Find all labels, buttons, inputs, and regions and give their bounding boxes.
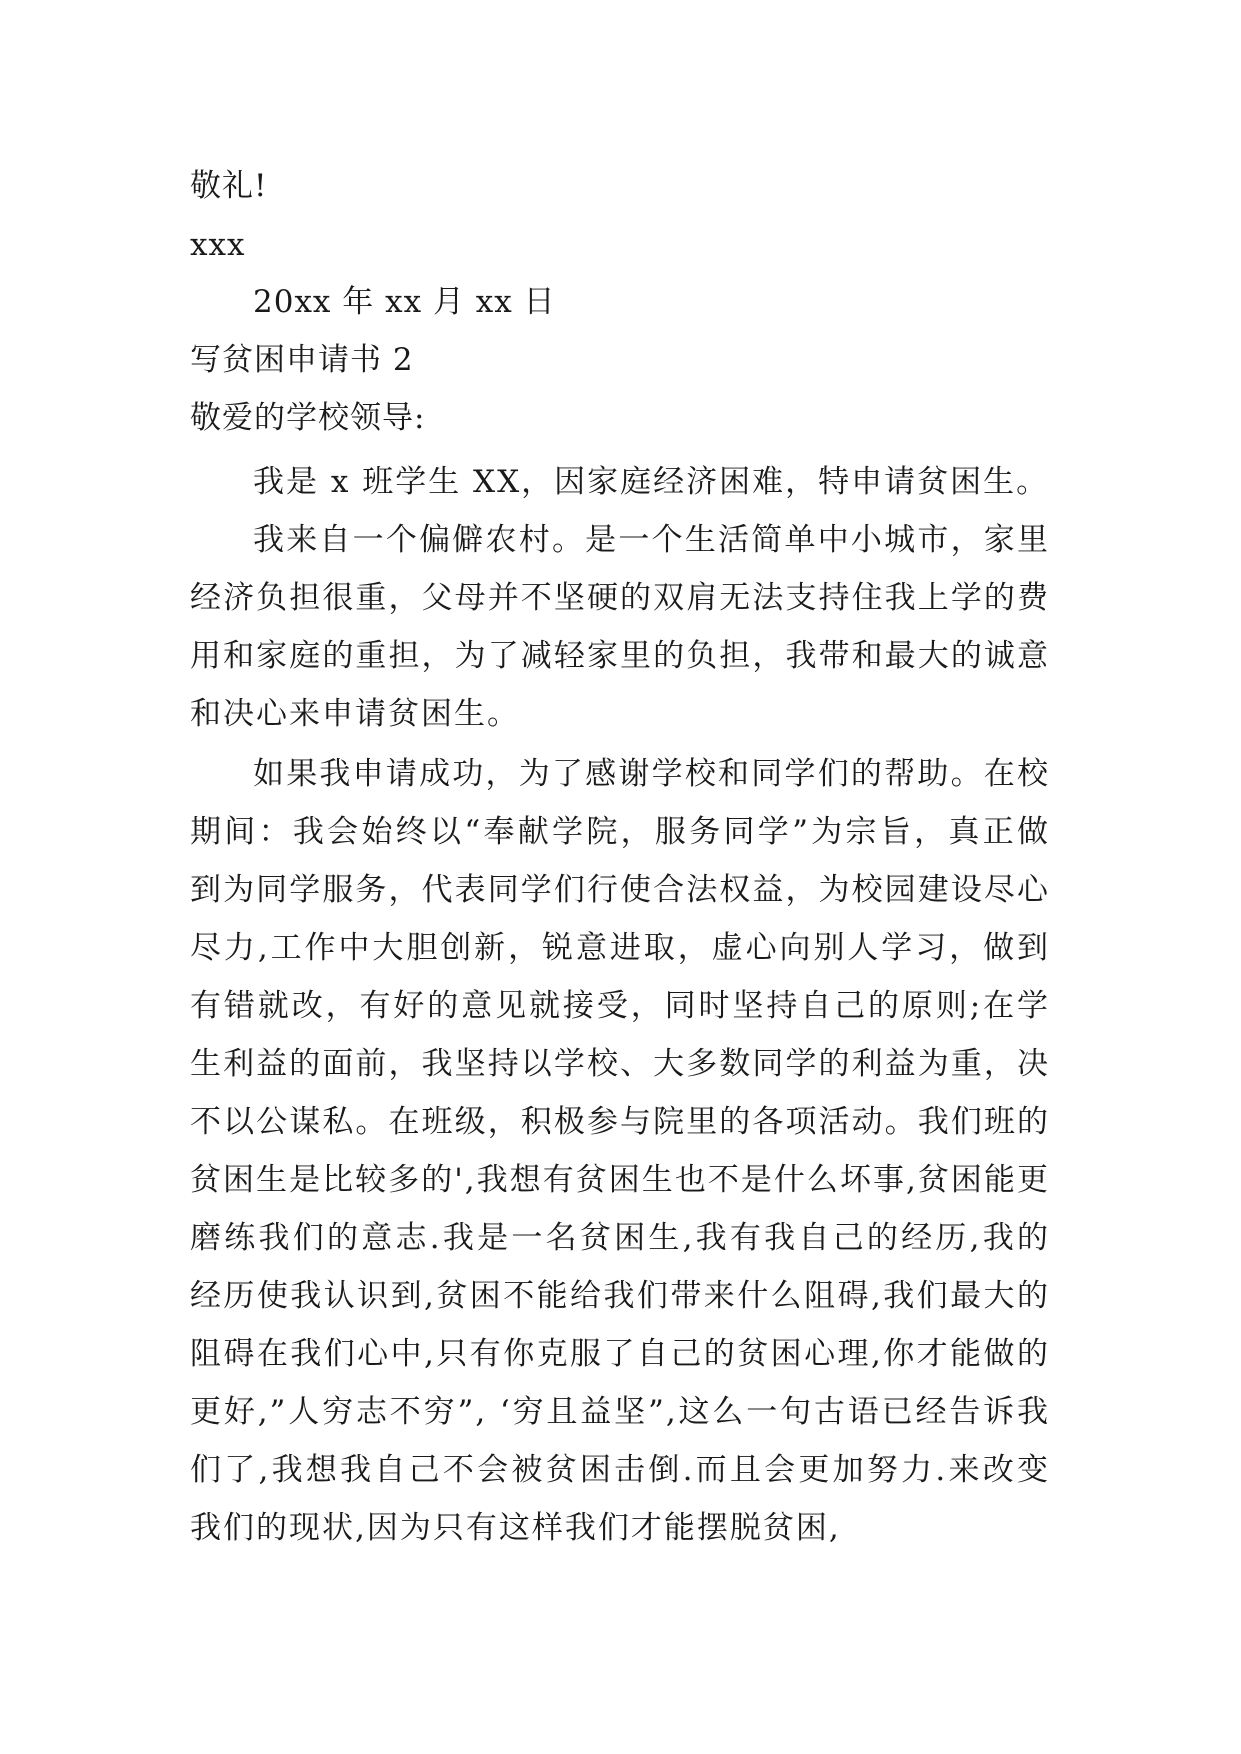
body-paragraph: 我是 x 班学生 XX，因家庭经济困难，特申请贫困生。 — [253, 464, 1050, 500]
letter-title: 写贫困申请书 2 — [190, 342, 414, 378]
signature: xxx — [190, 227, 246, 263]
closing-line: 敬礼! — [190, 168, 268, 204]
body-paragraph: 如果我申请成功，为了感谢学校和同学们的帮助。在校期间：我会始终以“奉献学院，服务同学”为宗旨，真正做到为同学服务，代表同学们行使合法权益，为校园建设尽心尽力,工作中大胆创新，锐意进取，虚心向别人学习，做到有错就改，有好的意见就接受，同时坚持自己的原则;在学生利益的面前，我坚持以学校、大多数同学的利益为重，决不以公谋私。在班级，积极参与院里的各项活动。我们班的贫困生是比较多的',我想有贫困生也不是什么坏事,贫困能更磨练我们的意志.我是一名贫困生,我有我自己的经历,我的经历使我认识到,贫困不能给我们带来什么阻碍,我们最大的阻碍在我们心中,只有你克服了自己的贫困心理,你才能做的更好,”人穷志不穷”, ‘穷且益坚”,这么一句古语已经告诉我们了,我想我自己不会被贫困击倒.而且会更加努力.来改变我们的现状,因为只有这样我们才能摆脱贫困, — [190, 756, 1050, 1546]
date-line: 20xx 年 xx 月 xx 日 — [253, 284, 556, 320]
body-paragraph: 我来自一个偏僻农村。是一个生活简单中小城市，家里经济负担很重，父母并不坚硬的双肩无法支持住我上学的费用和家庭的重担，为了减轻家里的负担，我带和最大的诚意和决心来申请贫困生。 — [190, 522, 1050, 732]
salutation: 敬爱的学校领导: — [190, 400, 426, 436]
